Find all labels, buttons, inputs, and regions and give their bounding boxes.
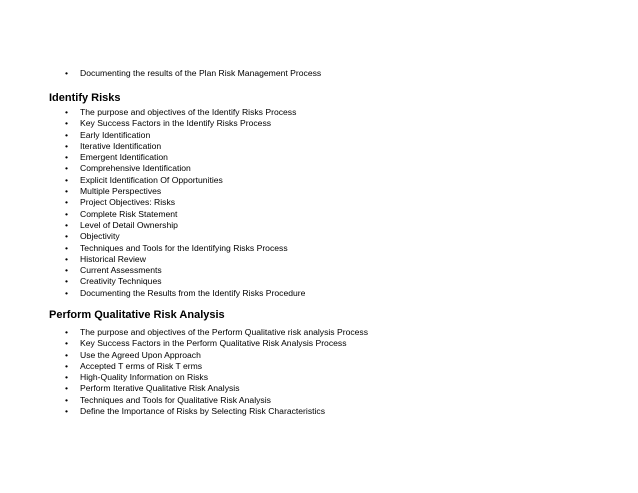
bullet-icon: • <box>65 231 69 242</box>
list-item <box>62 327 368 338</box>
bullet-icon: • <box>65 276 69 287</box>
list-item <box>62 231 305 242</box>
bullet-icon: • <box>65 338 69 349</box>
bullet-icon: • <box>65 140 69 151</box>
list-item-text: Level of Detail Ownership <box>80 219 178 230</box>
list-item-text: Multiple Perspectives <box>80 186 162 197</box>
list-item-text: Explicit Identification Of Opportunities <box>80 174 223 185</box>
section-heading-identify-risks: Identify Risks <box>49 92 121 104</box>
bullet-icon: • <box>65 68 69 78</box>
list-item-text: Use the Agreed Upon Approach <box>80 349 201 360</box>
list-item-text: The purpose and objectives of the Identify Risks Process <box>80 107 297 117</box>
list-item-text: High-Quality Information on Risks <box>80 372 208 383</box>
bullet-icon: • <box>65 219 69 230</box>
list-item <box>62 276 305 287</box>
list-item-text: Techniques and Tools for the Identifying Risks Process <box>80 242 288 253</box>
list-item-text: Objectivity <box>80 231 120 242</box>
list-item-text: Current Assessments <box>80 265 162 276</box>
list-item <box>62 118 305 129</box>
list-item-text: Techniques and Tools for Qualitative Risk Analysis <box>80 394 271 405</box>
list-item <box>62 163 305 174</box>
list-item-text: The purpose and objectives of the Perform Qualitative risk analysis Process <box>80 327 369 337</box>
list-item-text: Complete Risk Statement <box>80 208 178 219</box>
list-item <box>62 186 305 197</box>
bullet-icon: • <box>65 118 69 129</box>
bullet-icon: • <box>65 186 69 197</box>
list-item-text: Project Objectives: Risks <box>80 197 176 208</box>
list-item <box>62 265 305 276</box>
bullet-icon: • <box>65 287 69 298</box>
list-item <box>62 350 368 361</box>
bullet-icon: • <box>65 129 69 140</box>
bullet-icon: • <box>65 360 69 371</box>
section-heading-perform-qualitative-risk-analysis: Perform Qualitative Risk Analysis <box>49 309 225 321</box>
list-item <box>62 175 305 186</box>
list-item <box>62 406 368 417</box>
bullet-icon: • <box>65 174 69 185</box>
list-item <box>62 383 368 394</box>
list-item <box>62 141 305 152</box>
list-item <box>62 361 368 372</box>
bullet-icon: • <box>65 242 69 253</box>
list-item <box>62 220 305 231</box>
bullet-icon: • <box>65 349 69 360</box>
list-item <box>62 288 305 299</box>
bullet-icon: • <box>65 107 69 117</box>
list-item <box>62 243 305 254</box>
bullet-icon: • <box>65 253 69 264</box>
list-item <box>62 338 368 349</box>
list-item-text: Documenting the results of the Plan Risk Management Process <box>80 68 322 78</box>
qualitative-analysis-bullet-list <box>62 327 368 417</box>
intro-bullet-list <box>62 68 321 79</box>
list-item-text: Accepted T erms of Risk T erms <box>80 360 203 371</box>
bullet-icon: • <box>65 372 69 383</box>
list-item-text: Early Identification <box>80 129 151 140</box>
bullet-icon: • <box>65 265 69 276</box>
bullet-icon: • <box>65 197 69 208</box>
bullet-icon: • <box>65 383 69 394</box>
list-item <box>62 372 368 383</box>
list-item-text: Comprehensive Identification <box>80 163 191 174</box>
list-item-text: Documenting the Results from the Identify Risks Procedure <box>80 287 306 298</box>
bullet-icon: • <box>65 406 69 417</box>
list-item-text: Iterative Identification <box>80 140 162 151</box>
list-item <box>62 395 368 406</box>
list-item <box>62 152 305 163</box>
list-item-text: Creativity Techniques <box>80 276 162 287</box>
bullet-icon: • <box>65 208 69 219</box>
list-item <box>62 254 305 265</box>
list-item-text: Key Success Factors in the Perform Qualitative Risk Analysis Process <box>80 338 347 349</box>
list-item-text: Historical Review <box>80 253 146 264</box>
list-item <box>62 107 305 118</box>
list-item-text: Define the Importance of Risks by Selecting Risk Characteristics <box>80 406 326 417</box>
bullet-icon: • <box>65 152 69 163</box>
list-item <box>62 209 305 220</box>
bullet-icon: • <box>65 394 69 405</box>
list-item <box>62 197 305 208</box>
list-item-text: Perform Iterative Qualitative Risk Analysis <box>80 383 240 394</box>
identify-risks-bullet-list <box>62 107 305 299</box>
bullet-icon: • <box>65 327 69 337</box>
list-item-text: Key Success Factors in the Identify Risks Process <box>80 118 272 129</box>
list-item <box>62 68 321 79</box>
list-item <box>62 130 305 141</box>
bullet-icon: • <box>65 163 69 174</box>
list-item-text: Emergent Identification <box>80 152 168 163</box>
